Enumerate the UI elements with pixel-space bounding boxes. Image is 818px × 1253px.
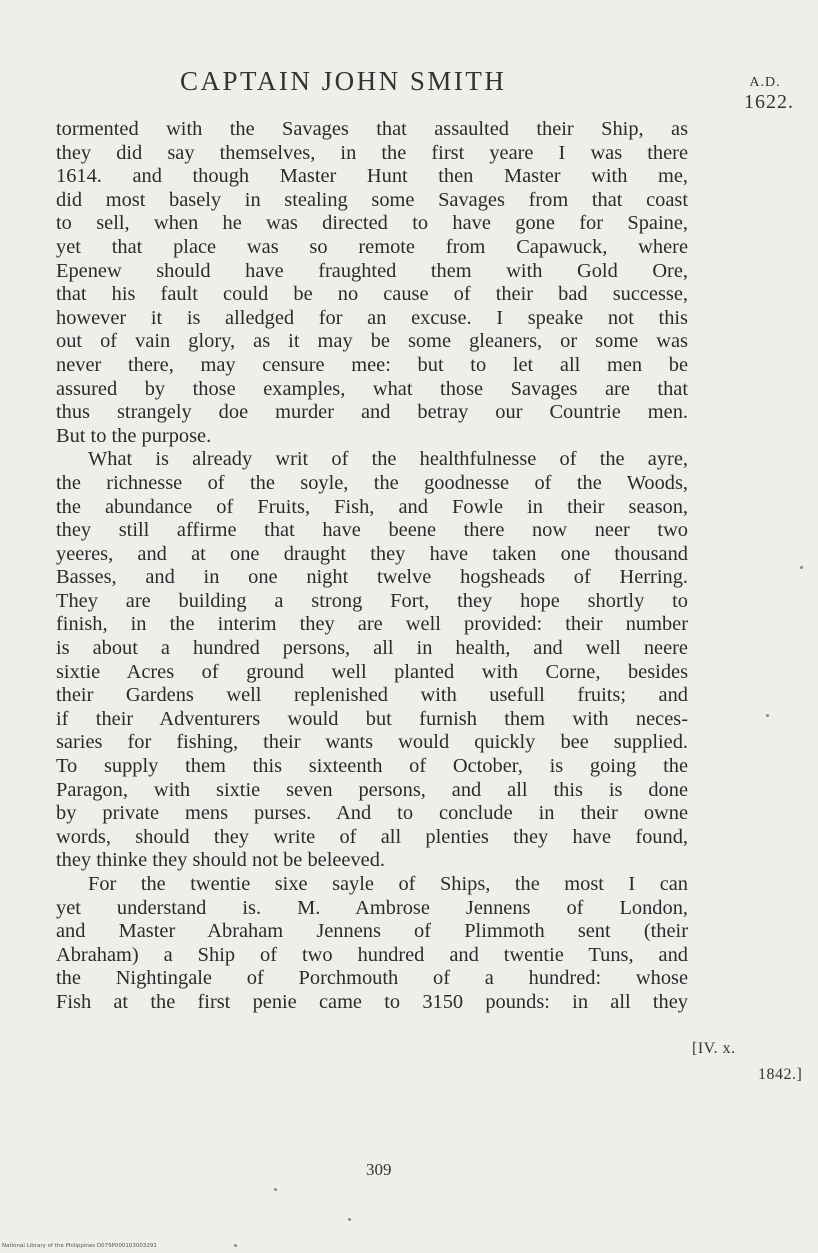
text-line: Epenew should have fraughted them with Gold Ore,: [56, 259, 688, 282]
text-line: tormented with the Savages that assaulted their Ship, as: [56, 118, 688, 140]
text-line: they still affirme that have beene there now neer two: [56, 519, 688, 542]
text-line: they thinke they should not be beleeved.: [56, 849, 385, 872]
text-line: yet understand is. M. Ambrose Jennens of London,: [56, 896, 688, 919]
text-line: Abraham) a Ship of two hundred and twentie Tuns, and: [56, 943, 688, 966]
text-line: and Master Abraham Jennens of Plimmoth sent (their: [56, 920, 688, 943]
paper-speck: [348, 1218, 351, 1221]
paper-speck: [766, 714, 769, 717]
text-line: Basses, and in one night twelve hogsheads of Herring.: [56, 566, 688, 589]
text-line: that his fault could be no cause of their bad successe,: [56, 283, 688, 306]
text-line: if their Adventurers would but furnish them with neces-: [56, 707, 688, 730]
year-label: 1622.: [744, 91, 794, 113]
paper-speck: [800, 566, 803, 569]
text-line: to sell, when he was directed to have gone for Spaine,: [56, 212, 688, 235]
text-line: saries for fishing, their wants would quickly bee supplied.: [56, 731, 688, 754]
paragraph-start: What is already writ of the healthfulnesse of the ayre,: [88, 448, 688, 471]
scan-credit: National Library of the Philippines D079P000103003291: [2, 1243, 157, 1249]
margin-date: [724, 75, 794, 114]
text-line: thus strangely doe murder and betray our Countrie men.: [56, 401, 688, 424]
text-line: out of vain glory, as it may be some gleaners, or some was: [56, 330, 688, 353]
text-line: finish, in the interim they are well provided: their number: [56, 613, 688, 636]
body-text: [56, 118, 688, 1015]
text-line: yet that place was so remote from Capawuck, where: [56, 235, 688, 258]
text-line: never there, may censure mee: but to let all men be: [56, 353, 688, 376]
text-line: They are building a strong Fort, they hope shortly to: [56, 589, 688, 612]
paragraph-start: For the twentie sixe sayle of Ships, the most I can: [88, 873, 688, 895]
text-line: did most basely in stealing some Savages from that coast: [56, 188, 688, 211]
text-line: their Gardens well replenished with usefull fruits; and: [56, 684, 688, 707]
text-line: the richnesse of the soyle, the goodnesse of the Woods,: [56, 471, 688, 494]
margin-note-volume: [IV. x.: [692, 1040, 736, 1057]
text-line: is about a hundred persons, all in health, and well neere: [56, 637, 688, 660]
text-line: To supply them this sixteenth of October, is going the: [56, 755, 688, 778]
text-line: yeeres, and at one draught they have taken one thousand: [56, 542, 688, 565]
era-label: A.D.: [749, 75, 781, 90]
page-title: CAPTAIN JOHN SMITH: [180, 66, 507, 96]
text-line: Paragon, with sixtie seven persons, and all this is done: [56, 778, 688, 801]
margin-reference-note: [692, 1040, 812, 1084]
text-line: however it is alledged for an excuse. I speake not this: [56, 306, 688, 329]
margin-note-page: 1842.]: [758, 1066, 803, 1083]
text-line: Fish at the first penie came to 3150 pounds: in all they: [56, 990, 688, 1013]
text-line: the abundance of Fruits, Fish, and Fowle in their season,: [56, 495, 688, 518]
text-line: assured by those examples, what those Savages are that: [56, 377, 688, 400]
text-line: But to the purpose.: [56, 424, 212, 447]
text-line: sixtie Acres of ground well planted with Corne, besides: [56, 660, 688, 683]
text-line: they did say themselves, in the first yeare I was there: [56, 141, 688, 164]
paper-speck: [274, 1188, 277, 1191]
paper-speck: [234, 1244, 237, 1247]
text-line: words, should they write of all plenties they have found,: [56, 825, 688, 848]
text-line: by private mens purses. And to conclude in their owne: [56, 802, 688, 825]
page-number: 309: [366, 1160, 392, 1179]
text-line: the Nightingale of Porchmouth of a hundred: whose: [56, 967, 688, 990]
text-line: 1614. and though Master Hunt then Master with me,: [56, 165, 688, 188]
